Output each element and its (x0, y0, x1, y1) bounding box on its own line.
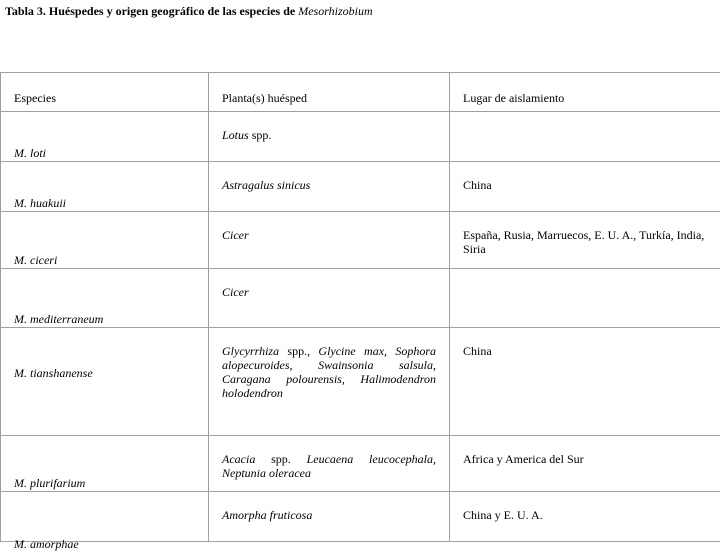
species-name: M. plurifarium (14, 476, 85, 490)
species-name: M. ciceri (14, 253, 57, 267)
place-text: España, Rusia, Marruecos, E. U. A., Turkía, India, Siria (450, 212, 720, 256)
place-text (450, 269, 720, 285)
table-row (1, 269, 720, 328)
table-row (1, 492, 720, 542)
host-text (209, 212, 449, 242)
species-cell (1, 112, 209, 162)
species-cell (1, 212, 209, 269)
table-header-row (1, 73, 720, 112)
species-table (0, 72, 720, 542)
place-cell (450, 162, 720, 212)
host-species-list: Leucaena leucocephala, Neptunia oleracea (222, 452, 436, 480)
host-cell (209, 269, 450, 328)
host-text (209, 269, 449, 299)
table-row (1, 436, 720, 492)
host-suffix: spp. (249, 128, 272, 142)
species-name: M. amorphae (14, 537, 79, 551)
host-text (209, 112, 449, 142)
place-cell (450, 492, 720, 542)
host-cell (209, 212, 450, 269)
place-cell (450, 328, 720, 436)
header-label-place: Lugar de aislamiento (450, 73, 720, 105)
place-text: China (450, 162, 720, 192)
place-cell (450, 436, 720, 492)
host-genus: Amorpha fruticosa (222, 508, 312, 522)
host-suffix: spp., (279, 344, 318, 358)
place-text: China (450, 328, 720, 358)
host-cell (209, 492, 450, 542)
species-cell (1, 162, 209, 212)
species-name: M. huakuii (14, 196, 66, 210)
species-cell (1, 492, 209, 542)
host-suffix: spp. (255, 452, 306, 466)
host-genus: Lotus (222, 128, 249, 142)
caption-title: Tabla 3. Huéspedes y origen geográfico de las especies de (5, 4, 295, 18)
host-text (209, 328, 449, 400)
header-label-species: Especies (1, 73, 208, 105)
host-genus: Astragalus sinicus (222, 178, 310, 192)
species-cell (1, 328, 209, 436)
caption-genus: Mesorhizobium (298, 4, 372, 18)
species-cell (1, 269, 209, 328)
host-cell (209, 436, 450, 492)
species-cell (1, 436, 209, 492)
species-name: M. loti (14, 146, 46, 160)
table-row (1, 212, 720, 269)
place-text: Africa y America del Sur (450, 436, 720, 466)
host-text (209, 436, 449, 480)
table-caption (5, 4, 373, 18)
species-name: M. tianshanense (14, 366, 93, 380)
place-cell (450, 212, 720, 269)
host-cell (209, 328, 450, 436)
header-cell-host (209, 73, 450, 112)
host-genus: Cicer (222, 228, 249, 242)
host-genus: Cicer (222, 285, 249, 299)
place-text (450, 112, 720, 128)
header-cell-place (450, 73, 720, 112)
table-row (1, 162, 720, 212)
header-label-host: Planta(s) huésped (209, 73, 449, 105)
header-cell-species (1, 73, 209, 112)
species-name: M. mediterraneum (14, 312, 103, 326)
host-genus: Glycyrrhiza (222, 344, 279, 358)
host-genus: Acacia (222, 452, 255, 466)
host-text (209, 492, 449, 522)
host-text (209, 162, 449, 192)
host-species-list: Glycine max, Sophora alopecuroides, Swainsonia salsula, Caragana polourensis, Halimodendron holodendron (222, 344, 436, 400)
table-row (1, 112, 720, 162)
host-cell (209, 112, 450, 162)
place-cell (450, 269, 720, 328)
host-cell (209, 162, 450, 212)
place-text: China y E. U. A. (450, 492, 720, 522)
place-cell (450, 112, 720, 162)
table-row (1, 328, 720, 436)
